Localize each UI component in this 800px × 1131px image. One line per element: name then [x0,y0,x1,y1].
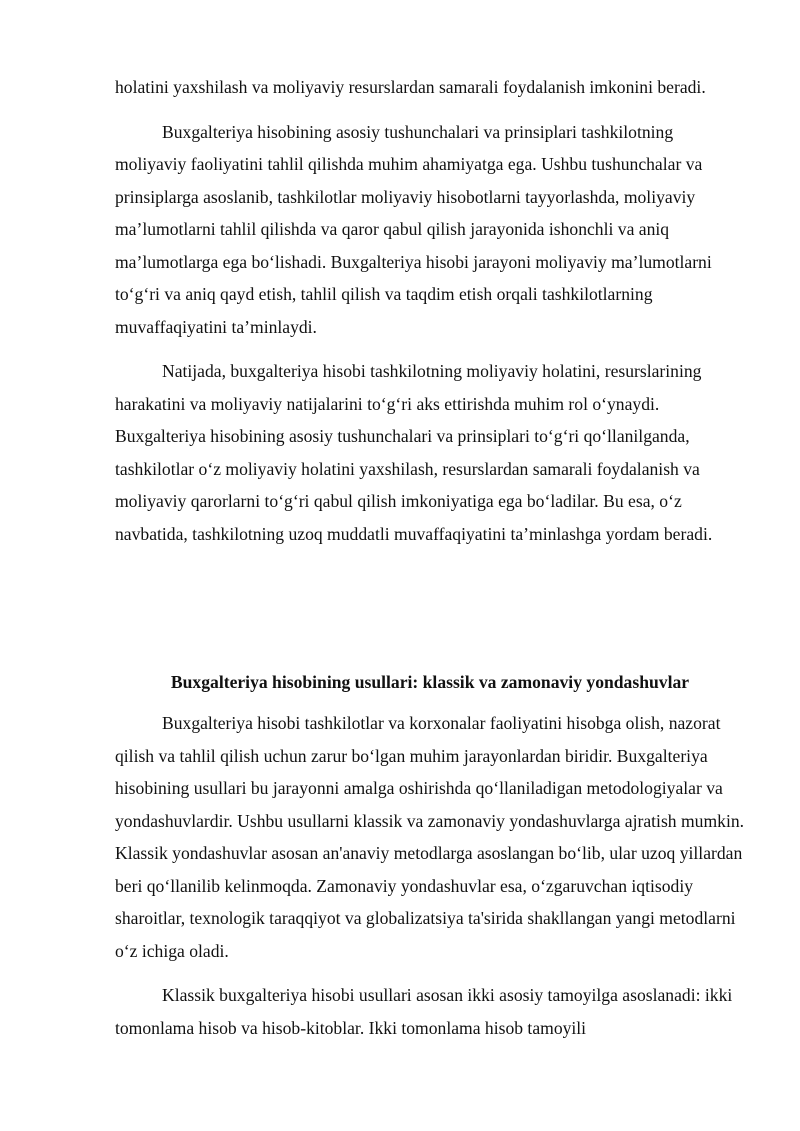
paragraph-classic-methods: Klassik buxgalteriya hisobi usullari asosan ikki asosiy tamoyilga asoslanadi: ikki tomonlama hisob va hisob-kitoblar. Ikki tomonlama hisob tamoyili [115,985,733,1038]
section-heading-wrap [115,666,745,699]
paragraph-continuation: holatini yaxshilash va moliyaviy resurslardan samarali foydalanish imkonini beradi. [115,77,706,97]
section-heading: Buxgalteriya hisobining usullari: klassik va zamonaviy yondashuvlar [170,672,690,692]
paragraph-concepts-principles: Buxgalteriya hisobining asosiy tushunchalari va prinsiplari tashkilotning moliyaviy faoliyatini tahlil qilishda muhim ahamiyatga ega. Ushbu tushunchalar va prinsiplarga asoslanib, tashkilotlar moliyaviy hisobotlarni tayyorlashda, moliyaviy ma’lumotlarni tahlil qilishda va qaror qabul qilish jarayonida ishonchli va aniq ma’lumotlarga ega bo‘lishadi. Buxgalteriya hisobi jarayoni moliyaviy ma’lumotlarni to‘g‘ri va aniq qayd etish, tahlil qilish va taqdim etish orqali tashkilotlarning muvaffaqiyatini ta’minlaydi. [115,121,712,337]
paragraph-methods-intro: Buxgalteriya hisobi tashkilotlar va korxonalar faoliyatini hisobga olish, nazorat qilish va tahlil qilish uchun zarur bo‘lgan muhim jarayonlardan biridir. Buxgalteriya hisobining usullari bu jarayonni amalga oshirishda qo‘llaniladigan metodologiyalar va yondashuvlardir. Ushbu usullarni klassik va zamonaviy yondashuvlarga ajratish mumkin. Klassik yondashuvlar asosan an'anaviy metodlarga asoslangan bo‘lib, ular uzoq yillardan beri qo‘llanilib kelinmoqda. Zamonaviy yondashuvlar esa, o‘zgaruvchan iqtisodiy sharoitlar, texnologik taraqqiyot va globalizatsiya ta'sirida shakllangan yangi metodlarni o‘z ichiga oladi. [115,713,745,961]
body-text-upper [115,71,745,550]
body-text-lower [115,707,745,1044]
paragraph-conclusion: Natijada, buxgalteriya hisobi tashkilotning moliyaviy holatini, resurslarining harakatini va moliyaviy natijalarini to‘g‘ri aks ettirishda muhim rol o‘ynaydi. Buxgalteriya hisobining asosiy tushunchalari va prinsiplari to‘g‘ri qo‘llanilganda, tashkilotlar o‘z moliyaviy holatini yaxshilash, resurslardan samarali foydalanish va moliyaviy qarorlarni to‘g‘ri qabul qilish imkoniyatiga ega bo‘ladilar. Bu esa, o‘z navbatida, tashkilotning uzoq muddatli muvaffaqiyatini ta’minlashga yordam beradi. [115,361,713,544]
